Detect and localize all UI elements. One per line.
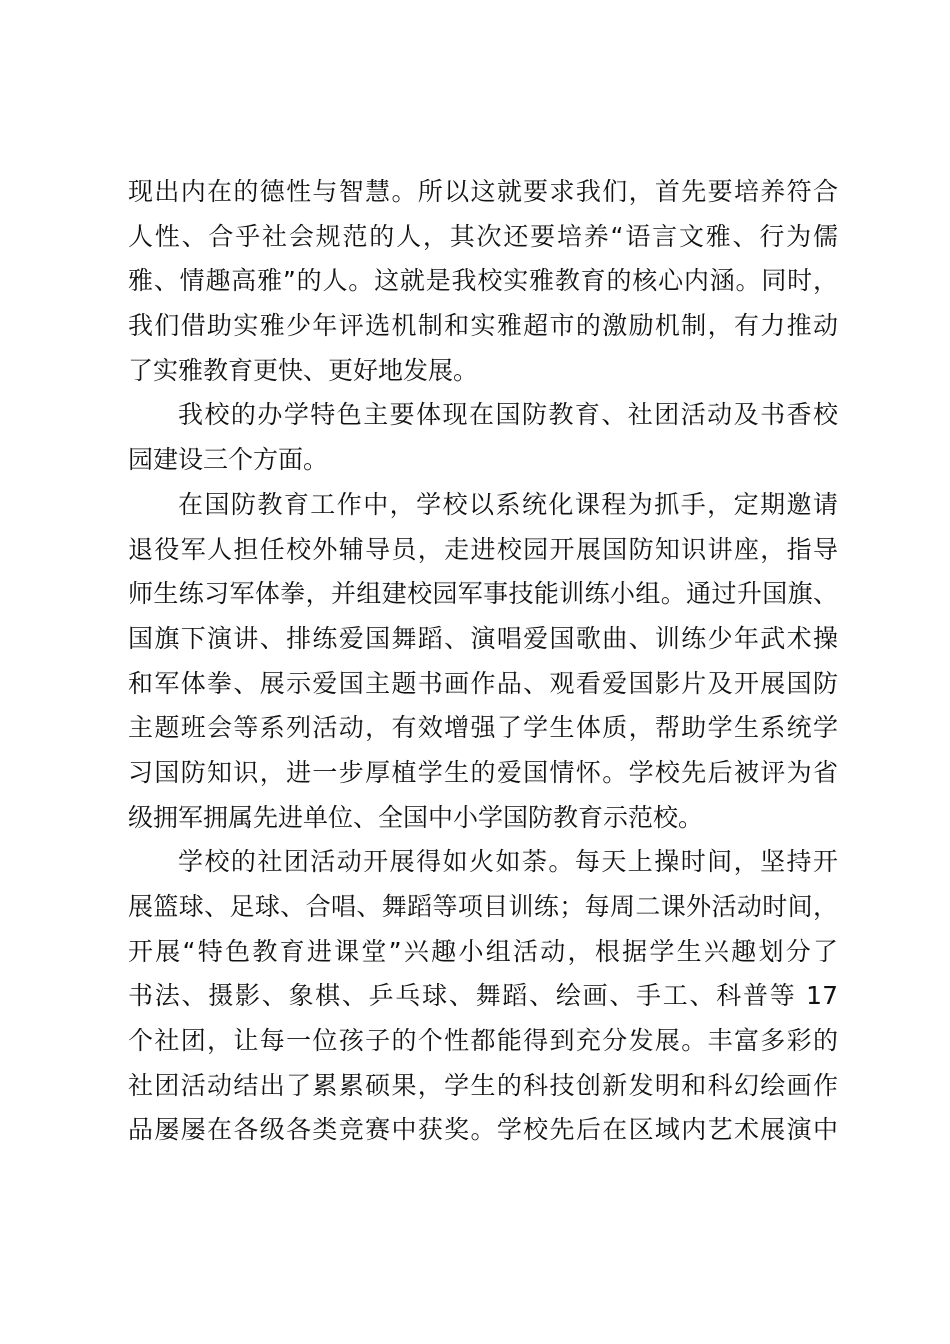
text-line: 了实雅教育更快、更好地发展。 xyxy=(128,355,479,385)
text-line: 社团活动结出了累累硕果，学生的科技创新发明和科幻绘画作 xyxy=(128,1070,838,1100)
text-line: 级拥军拥属先进单位、全国中小学国防教育示范校。 xyxy=(128,802,704,832)
text-line: 退役军人担任校外辅导员，走进校园开展国防知识讲座，指导 xyxy=(128,534,838,564)
text-line: 现出内在的德性与智慧。所以这就要求我们，首先要培养符合 xyxy=(128,177,838,206)
text-line: 和军体拳、展示爱国主题书画作品、观看爱国影片及开展国防 xyxy=(128,668,838,698)
text-line: 开展“特色教育进课堂”兴趣小组活动，根据学生兴趣划分了 xyxy=(128,936,838,966)
text-line: 习国防知识，进一步厚植学生的爱国情怀。学校先后被评为省 xyxy=(128,757,838,787)
text-line: 师生练习军体拳，并组建校园军事技能训练小组。通过升国旗、 xyxy=(128,579,838,609)
paragraph xyxy=(128,393,838,482)
body-text xyxy=(128,170,838,1153)
text-line: 我们借助实雅少年评选机制和实雅超市的激励机制，有力推动 xyxy=(128,311,838,341)
paragraph xyxy=(128,483,838,841)
text-line: 我校的办学特色主要体现在国防教育、社团活动及书香校 xyxy=(178,400,838,430)
text-line: 学校的社团活动开展得如火如荼。每天上操时间，坚持开 xyxy=(178,847,838,877)
text-line: 国旗下演讲、排练爱国舞蹈、演唱爱国歌曲、训练少年武术操 xyxy=(128,623,838,653)
paragraph xyxy=(128,170,838,393)
text-line: 主题班会等系列活动，有效增强了学生体质，帮助学生系统学 xyxy=(128,713,838,743)
text-line: 人性、合乎社会规范的人，其次还要培养“语言文雅、行为儒 xyxy=(128,221,838,251)
paragraph xyxy=(128,840,838,1153)
text-line: 书法、摄影、象棋、乒乓球、舞蹈、绘画、手工、科普等 17 xyxy=(128,981,838,1011)
text-line: 展篮球、足球、合唱、舞蹈等项目训练；每周二课外活动时间， xyxy=(128,892,838,921)
text-line: 个社团，让每一位孩子的个性都能得到充分发展。丰富多彩的 xyxy=(128,1026,838,1056)
text-line: 在国防教育工作中，学校以系统化课程为抓手，定期邀请 xyxy=(178,489,838,519)
text-line: 品屡屡在各级各类竞赛中获奖。学校先后在区域内艺术展演中 xyxy=(128,1115,838,1145)
text-line: 园建设三个方面。 xyxy=(128,445,329,475)
text-line: 雅、情趣高雅”的人。这就是我校实雅教育的核心内涵。同时， xyxy=(128,266,838,296)
